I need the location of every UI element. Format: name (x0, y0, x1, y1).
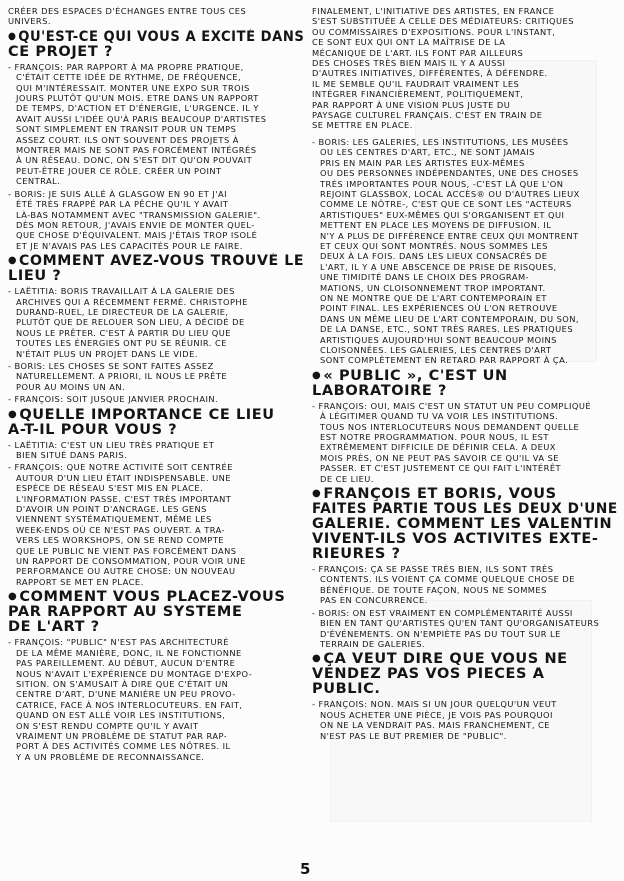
page-number: 5 (300, 860, 311, 878)
answer-line: D'ÉVÉNEMENTS. ON N'EMPIÈTE PAS DU TOUT SUR LE (320, 628, 561, 639)
question-line: FAITES PARTIE TOUS LES DEUX D'UNE (312, 502, 618, 518)
answer-line: PRIS EN MAIN PAR LES ARTISTES EUX-MÊMES (320, 157, 525, 168)
answer-paragraph (312, 564, 618, 606)
question-line: ● COMMENT VOUS PLACEZ-VOUS (8, 589, 304, 605)
question-line: CE PROJET ? (8, 44, 113, 60)
answer-line: DÈS MON RETOUR, J'AVAIS ENVIE DE MONTER QUEL- (16, 219, 255, 230)
answer-line: COMME LE NÔTRE-, C'EST QUE CE SONT LES "ACTEURS (320, 199, 572, 210)
answer-line: À LÉGITIMER QUAND TU VA VOIR LES INSTITUTIONS. (320, 411, 559, 422)
answer-line: - LAËTITIA: BORIS TRAVAILLAIT À LA GALERIE DES (8, 286, 304, 296)
question-line: VENDEZ PAS VOS PIÈCES À (312, 667, 545, 683)
answer-line: CENTRAL. (16, 176, 61, 187)
answer-line: QUE LE PUBLIC NE VIENT PAS FORCÉMENT DANS (16, 545, 237, 556)
answer-line: EXTRÊMEMENT DIFFICILE DE DÉFINIR CELA. A DEUX (320, 442, 556, 453)
answer-line: REJOINT GLASSBOX, LOCAL ACCÈS® OU D'AUTRES LIEUX (320, 188, 580, 199)
answer-line: - FRANÇOIS: OUI, MAIS C'EST UN STATUT UN PEU COMPLIQUÉ (312, 401, 618, 411)
question-heading (312, 651, 618, 697)
answer-line: PASSER. ET C'EST JUSTEMENT CE QUI FAIT L'INTÉRÊT (320, 463, 562, 474)
answer-line: NOUS N'AVAIT L'EXPÉRIENCE DU MONTAGE D'EXPO- (16, 668, 253, 679)
answer-line: - BORIS: LES CHOSES SE SONT FAITES ASSEZ (8, 361, 304, 371)
answer-line: SONT SIMPLEMENT EN TRANSIT POUR UN TEMPS (16, 124, 237, 135)
answer-line: C'ÉTAIT CETTE IDÉE DE RYTHME, DE FRÉQUENCE, (16, 72, 242, 83)
answer-line: ON NE MONTRE QUE DE L'ART CONTEMPORAIN ET (320, 292, 547, 303)
text-line: PAR RAPPORT À UNE VISION PLUS JUSTE DU (312, 99, 511, 110)
answer-line: CLOISONNÉES. LES GALERIES, LES CENTRES D'ART (320, 345, 552, 355)
continuation-text (312, 6, 618, 131)
answer-line: - FRANÇOIS: "PUBLIC" N'EST PAS ARCHITECTURÉ (8, 637, 304, 647)
answer-line: - FRANÇOIS: PAR RAPPORT À MA PROPRE PRATIQUE, (8, 62, 304, 72)
answer-line: BIEN SITUÉ DANS PARIS. (16, 450, 128, 460)
answer-line: QUAND ON EST ALLÉ VOIR LES INSTITUTIONS, (16, 710, 226, 721)
answer-line: DE TEMPS, D'ACTION ET D'ÉNERGIE, L'URGENCE. IL Y (16, 103, 259, 114)
answer-line: - FRANÇOIS: SOIT JUSQUE JANVIER PROCHAIN. (8, 394, 304, 404)
answer-line: MONTRER MAIS NE SONT PAS FORCÉMENT INTÉGRÉS (16, 145, 257, 156)
question-heading (8, 589, 304, 635)
answer-paragraph (8, 189, 304, 251)
answer-line: OU LES CENTRES D'ART, ETC., NE SONT JAMAIS (320, 147, 535, 158)
question-heading (8, 253, 304, 284)
question-line: ● ÇA VEUT DIRE QUE VOUS NE (312, 651, 618, 667)
answer-line: ARCHIVES QUI A RÉCEMMENT FERMÉ. CHRISTOPHE (16, 296, 248, 307)
answer-paragraph (8, 62, 304, 187)
answer-paragraph (8, 637, 304, 762)
answer-line: UNE TIMIDITÉ DANS LE CHOIX DES PROGRAM- (320, 272, 529, 283)
answer-line: VRAIMENT UN PROBLÈME DE STATUT PAR RAP- (16, 730, 228, 741)
question-line: GALERIE. COMMENT LES VALENTIN (312, 517, 613, 533)
answer-line: NOUS ACHETER UNE PIÈCE, JE VOIS PAS POURQUOI (320, 709, 553, 720)
answer-line: DE LA MÊME MANIÈRE, DONC, IL NE FONCTIONNE (16, 647, 242, 658)
answer-line: - LAËTITIA: C'EST UN LIEU TRÈS PRATIQUE ET (8, 440, 304, 450)
answer-paragraph (312, 608, 618, 650)
answer-line: POINT FINAL. LES EXPÉRIENCES OÙ L'ON RETROUVE (320, 303, 558, 314)
answer-line: - FRANÇOIS: ÇA SE PASSE TRÈS BIEN, ILS SONT TRÈS (312, 564, 618, 574)
answer-line: RAPPORT SE MET EN PLACE. (16, 576, 144, 587)
answer-line: ET JE N'AVAIS PAS LES CAPACITÉS POUR LE FAIRE. (16, 240, 243, 251)
question-line: PUBLIC. (312, 682, 381, 698)
answer-line: PLUTÔT QUE DE RELOUER SON LIEU, A DÉCIDÉ DE (16, 317, 245, 328)
interview-block-3 (8, 407, 304, 588)
answer-line: N'EST PAS LE BUT PREMIER DE "PUBLIC". (320, 730, 507, 741)
answer-line: QUE CHOSE D'ÉQUIVALENT. MAIS J'ÉTAIS TROP ISOLÉ (16, 230, 258, 241)
answer-line: SITION. ON S'AMUSAIT À DIRE QUE C'ÉTAIT UN (16, 678, 229, 689)
answer-line: BÉNÉFIQUE. DE TOUTE FAÇON, NOUS NE SOMMES (320, 584, 547, 595)
question-line: ● FRANÇOIS ET BORIS, VOUS (312, 486, 618, 502)
answer-line: ÉTÉ TRÈS FRAPPÉ PAR LA PÊCHE QU'IL Y AVAIT (16, 199, 229, 210)
answer-line: ASSEZ COURT. ILS ONT SOUVENT DES PROJETS À (16, 134, 239, 145)
text-line: CRÉER DES ESPACES D'ÉCHANGES ENTRE TOUS CES (8, 6, 247, 16)
answer-line: PEUT-ÊTRE JOUER CE RÔLE. CRÉER UN POINT (16, 165, 222, 176)
answer-line: OU DES PERSONNES INDÉPENDANTES, UNE DES CHOSES (320, 168, 579, 179)
answer-line: - BORIS: JE SUIS ALLÉ À GLASGOW EN 90 ET J'AI (8, 189, 304, 199)
answer-line: EST NOTRE PROGRAMMATION. POUR NOUS, IL EST (320, 432, 549, 443)
text-line: OU COMMISSAIRES D'EXPOSITIONS. POUR L'INSTANT, (312, 26, 556, 37)
answer-paragraph (8, 286, 304, 359)
question-line: RIEURES ? (312, 547, 401, 563)
text-line: DES CHOSES TRÈS BIEN MAIS IL Y A AUSSI (312, 58, 506, 69)
interview-block-2 (8, 253, 304, 404)
answer-line: UN RAPPORT DE CONSOMMATION, POUR VOIR UNE (16, 556, 246, 567)
answer-line: ON S'EST RENDU COMPTE QU'IL Y AVAIT (16, 720, 199, 731)
answer-line: POUR AU MOINS UN AN. (16, 381, 126, 392)
answer-paragraph (8, 462, 304, 587)
answer-line: DE LA DANSE, ETC., SONT TRÈS RARES. LES PRATIQUES (320, 324, 574, 335)
question-line: DE L'ART ? (8, 620, 100, 636)
answer-line: - BORIS: ON EST VRAIMENT EN COMPLÉMENTARITÉ AUSSI (312, 608, 618, 618)
answer-line: METTENT EN PLACE LES MOYENS DE DIFFUSION. IL (320, 220, 552, 231)
answer-line: CONTENTS. ILS VOIENT ÇA COMME QUELQUE CHOSE DE (320, 574, 575, 585)
question-heading (8, 407, 304, 438)
answer-line: BIEN EN TANT QU'ARTISTES QU'EN TANT QU'ORGANISATEURS (320, 618, 600, 629)
question-line: VIVENT-ILS VOS ACTIVITÉS EXTÉ- (312, 532, 599, 548)
answer-line: TERRAIN DE GALERIES. (320, 638, 426, 649)
answer-paragraph (312, 401, 618, 484)
answer-line: TRÈS IMPORTANTES POUR NOUS, -C'EST LÀ QUE L'ON (320, 178, 564, 189)
question-line: A-T-IL POUR VOUS ? (8, 422, 178, 438)
interview-block-6 (312, 486, 618, 649)
interview-block-7 (312, 651, 618, 741)
answer-line: Y A UN PROBLÈME DE RECONNAISSANCE. (16, 751, 205, 762)
text-line: IL ME SEMBLE QU'IL FAUDRAIT VRAIMENT LES (312, 78, 520, 89)
text-line: PAYSAGE CULTUREL FRANÇAIS. C'EST EN TRAIN DE (312, 110, 543, 121)
answer-line: DE CE LIEU. (320, 473, 374, 484)
text-line: CE SONT EUX QUI ONT LA MAÎTRISE DE LA (312, 37, 506, 48)
answer-line: NATURELLEMENT. A PRIORI, IL NOUS LE PRÊTE (16, 371, 228, 382)
answer-line: QUI M'INTÉRESSAIT. MONTER UNE EXPO SUR TROIS (16, 82, 250, 93)
question-line: PAR RAPPORT AU SYSTÈME (8, 605, 243, 621)
answer-paragraph (312, 699, 618, 741)
answer-line: ARTISTIQUES" EUX-MÊMES QUI S'ORGANISENT ET QUI (320, 209, 565, 220)
answer-line: NOUS LE PRÊTER. C'EST À PARTIR DU LIEU QUE (16, 327, 231, 338)
answer-line: PAS EN CONCURRENCE. (320, 595, 428, 606)
answer-line: AVAIT AUSSI L'IDÉE QU'À PARIS BEAUCOUP D'ARTISTES (16, 113, 267, 124)
answer-line: VERS LES WORKSHOPS, ON SE REND COMPTE (16, 535, 225, 546)
answer-line: - FRANÇOIS: NON. MAIS SI UN JOUR QUELQU'UN VEUT (312, 699, 618, 709)
answer-line: MOIS PRÈS, ON NE PEUT PAS SAVOIR CE QU'IL VA SE (320, 452, 559, 463)
answer-paragraph (8, 394, 304, 404)
answer-line: LÀ-BAS NOTAMMENT AVEC "TRANSMISSION GALERIE". (16, 209, 261, 220)
answer-line: PAS PAREILLEMENT. AU DÉBUT, AUCUN D'ENTRE (16, 658, 236, 669)
answer-line: CATRICE, FACE À NOS INTERLOCUTEURS. EN FAIT, (16, 699, 243, 710)
answer-line: L'INFORMATION PASSE. C'EST TRÈS IMPORTANT (16, 493, 232, 504)
answer-line: ET CEUX QUI SONT MONTRÉS. NOUS SOMMES LES (320, 240, 548, 251)
question-line: ● QUELLE IMPORTANCE CE LIEU (8, 407, 304, 423)
text-line: S'EST SUBSTITUÉE À CELLE DES MÉDIATEURS: CRITIQUES (312, 16, 574, 27)
answer-line: ESPÈCE DE RÉSEAU S'EST MIS EN PLACE. (16, 483, 204, 494)
answer-line: - BORIS: LES GALERIES, LES INSTITUTIONS, LES MUSÉES (312, 137, 618, 147)
answer-paragraph (8, 361, 304, 392)
question-line: ● « PUBLIC », C'EST UN (312, 368, 618, 384)
interview-block-5 (312, 368, 618, 484)
answer-line: VIENNENT SYSTÉMATIQUEMENT, MÊME LES (16, 514, 212, 525)
question-heading (8, 29, 304, 60)
right-column (312, 6, 618, 741)
answer-line: À UN RÉSEAU. DONC, ON S'EST DIT QU'ON POUVAIT (16, 155, 253, 166)
text-line: MÉCANIQUE DE L'ART. ILS FONT PAR AILLEURS (312, 47, 524, 58)
answer-line: ON NE LA VENDRAIT PAS. MAIS FRANCHEMENT, CE (320, 720, 550, 731)
answer-line: PORT À DES ACTIVITÉS COMME LES NÔTRES. IL (16, 741, 231, 752)
answer-line: DURAND-RUEL, LE DIRECTEUR DE LA GALERIE, (16, 306, 229, 317)
question-line: ● COMMENT AVEZ-VOUS TROUVÉ LE (8, 253, 304, 269)
answer-line: N'Y A PLUS DE DIFFÉRENCE ENTRE CEUX QUI MONTRENT (320, 230, 579, 241)
question-heading (312, 368, 618, 399)
answer-line: TOUTES LES ÉNERGIES ONT PU SE RÉUNIR. CE (16, 338, 227, 349)
question-line: LABORATOIRE ? (312, 383, 448, 399)
answer-line: MATIONS, UN CLOISONNEMENT TROP IMPORTANT. (320, 282, 546, 293)
text-line: FINALEMENT, L'INITIATIVE DES ARTISTES, EN FRANCE (312, 6, 555, 16)
answer-line: WEEK-ENDS OÙ CE N'EST PAS OUVERT. A TRA- (16, 524, 225, 535)
text-line: UNIVERS. (8, 16, 51, 27)
answer-line: PERFORMANCE OU AUTRE CHOSE: UN NOUVEAU (16, 566, 236, 577)
interview-block-1 (8, 29, 304, 251)
answer-line: CENTRE D'ART, D'UNE MANIÈRE UN PEU PROVO- (16, 689, 236, 700)
interview-block-4 (8, 589, 304, 762)
left-column (8, 6, 304, 762)
answer-line: DEUX À LA FOIS. DANS LES LIEUX CONSACRÉS DE (320, 251, 548, 262)
question-heading (312, 486, 618, 562)
answer-line: DANS UN MÊME LIEU DE L'ART CONTEMPORAIN, DU SON, (320, 313, 580, 324)
answer-line: JOURS PLUTÔT QU'UN MOIS. ETRE DANS UN RAPPORT (16, 93, 259, 104)
answer-paragraph (8, 440, 304, 461)
text-line: SE METTRE EN PLACE. (312, 120, 413, 131)
text-line: INTÉGRER FINANCIÈREMENT, POLITIQUEMENT, (312, 89, 524, 100)
text-line: D'AUTRES INITIATIVES, DIFFÉRENTES, À DÉFENDRE. (312, 68, 548, 79)
answer-line: SONT COMPLÈTEMENT EN RETARD PAR RAPPORT À ÇA. (320, 355, 569, 366)
answer-line: L'ART, IL Y A UNE ABSCENCE DE PRISE DE RISQUES, (320, 261, 557, 272)
boris-answer (312, 137, 618, 366)
intro-text (8, 6, 304, 27)
answer-line: D'AVOIR UN POINT D'ANCRAGE. LES GENS (16, 504, 207, 515)
answer-line: N'ÉTAIT PLUS UN PROJET DANS LE VIDE. (16, 348, 198, 359)
answer-line: - FRANÇOIS: QUE NOTRE ACTIVITÉ SOIT CENTRÉE (8, 462, 304, 472)
answer-line: ARTISTIQUES AUJOURD'HUI SONT BEAUCOUP MOINS (320, 334, 557, 345)
answer-line: AUTOUR D'UN LIEU ÉTAIT INDISPENSABLE. UNE (16, 472, 232, 483)
question-line: LIEU ? (8, 269, 62, 285)
question-line: ● QU'EST-CE QUI VOUS A EXCITÉ DANS (8, 29, 304, 45)
answer-line: TOUS NOS INTERLOCUTEURS NOUS DEMANDENT QUELLE (320, 421, 580, 432)
